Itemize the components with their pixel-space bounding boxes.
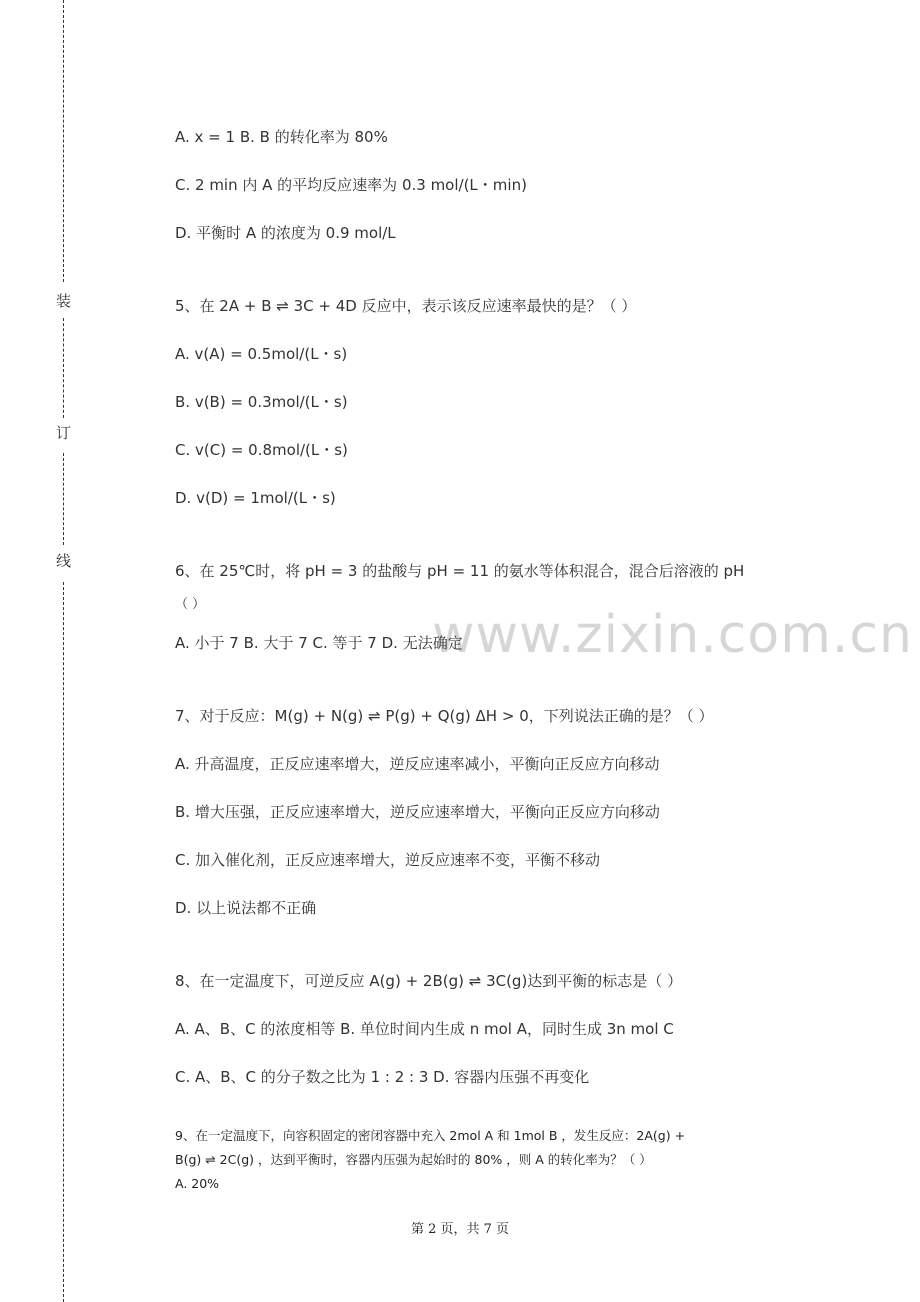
q6-stem-bracket: （ ） — [175, 597, 206, 612]
binding-line-bottom — [63, 582, 64, 1302]
q8-stem: 8、在一定温度下，可逆反应 A(g) + 2B(g) ⇌ 3C(g)达到平衡的标志是（ ） — [175, 972, 683, 990]
q4-option-a-b: A. x = 1 B. B 的转化率为 80% — [175, 128, 388, 146]
q8-options-c-d: C. A、B、C 的分子数之比为 1 : 2 : 3 D. 容器内压强不再变化 — [175, 1068, 590, 1086]
binding-label-xian: 线 — [56, 552, 72, 570]
q5-option-d: D. v(D) = 1mol/(L・s) — [175, 489, 336, 507]
q5-option-c: C. v(C) = 0.8mol/(L・s) — [175, 441, 348, 459]
q4-option-d: D. 平衡时 A 的浓度为 0.9 mol/L — [175, 224, 396, 242]
binding-label-ding: 订 — [56, 424, 72, 442]
q7-option-d: D. 以上说法都不正确 — [175, 899, 317, 917]
page-footer: 第 2 页，共 7 页 — [410, 1222, 510, 1237]
q7-stem: 7、对于反应：M(g) + N(g) ⇌ P(g) + Q(g) ΔH > 0，下列说法正确的是？（ ） — [175, 707, 714, 725]
binding-line-top — [63, 0, 64, 282]
q9-stem-line1: 9、在一定温度下，向容积固定的密闭容器中充入 2mol A 和 1mol B ，发生反应：2A(g) + — [175, 1128, 686, 1143]
q5-stem: 5、在 2A + B ⇌ 3C + 4D 反应中，表示该反应速率最快的是？（ ） — [175, 297, 637, 315]
q6-stem: 6、在 25℃时，将 pH = 3 的盐酸与 pH = 11 的氨水等体积混合，混合后溶液的 pH — [175, 562, 745, 580]
q6-options: A. 小于 7 B. 大于 7 C. 等于 7 D. 无法确定 — [175, 634, 463, 652]
watermark: www.zixin.com.cn — [432, 605, 913, 665]
q4-option-c: C. 2 min 内 A 的平均反应速率为 0.3 mol/(L・min) — [175, 176, 527, 194]
q7-option-b: B. 增大压强，正反应速率增大，逆反应速率增大，平衡向正反应方向移动 — [175, 803, 660, 821]
binding-line-lower-mid — [63, 453, 64, 545]
q5-option-a: A. v(A) = 0.5mol/(L・s) — [175, 345, 348, 363]
binding-label-zhuang: 装 — [56, 292, 72, 310]
binding-line-upper-mid — [63, 318, 64, 418]
q9-stem-line2: B(g) ⇌ 2C(g) ，达到平衡时，容器内压强为起始时的 80% ，则 A 的转化率为？（ ） — [175, 1152, 652, 1167]
q7-option-c: C. 加入催化剂，正反应速率增大，逆反应速率不变，平衡不移动 — [175, 851, 601, 869]
q7-option-a: A. 升高温度，正反应速率增大，逆反应速率减小，平衡向正反应方向移动 — [175, 755, 660, 773]
q9-option-a: A. 20% — [175, 1176, 220, 1191]
q8-options-a-b: A. A、B、C 的浓度相等 B. 单位时间内生成 n mol A，同时生成 3n mol C — [175, 1020, 674, 1038]
q5-option-b: B. v(B) = 0.3mol/(L・s) — [175, 393, 348, 411]
